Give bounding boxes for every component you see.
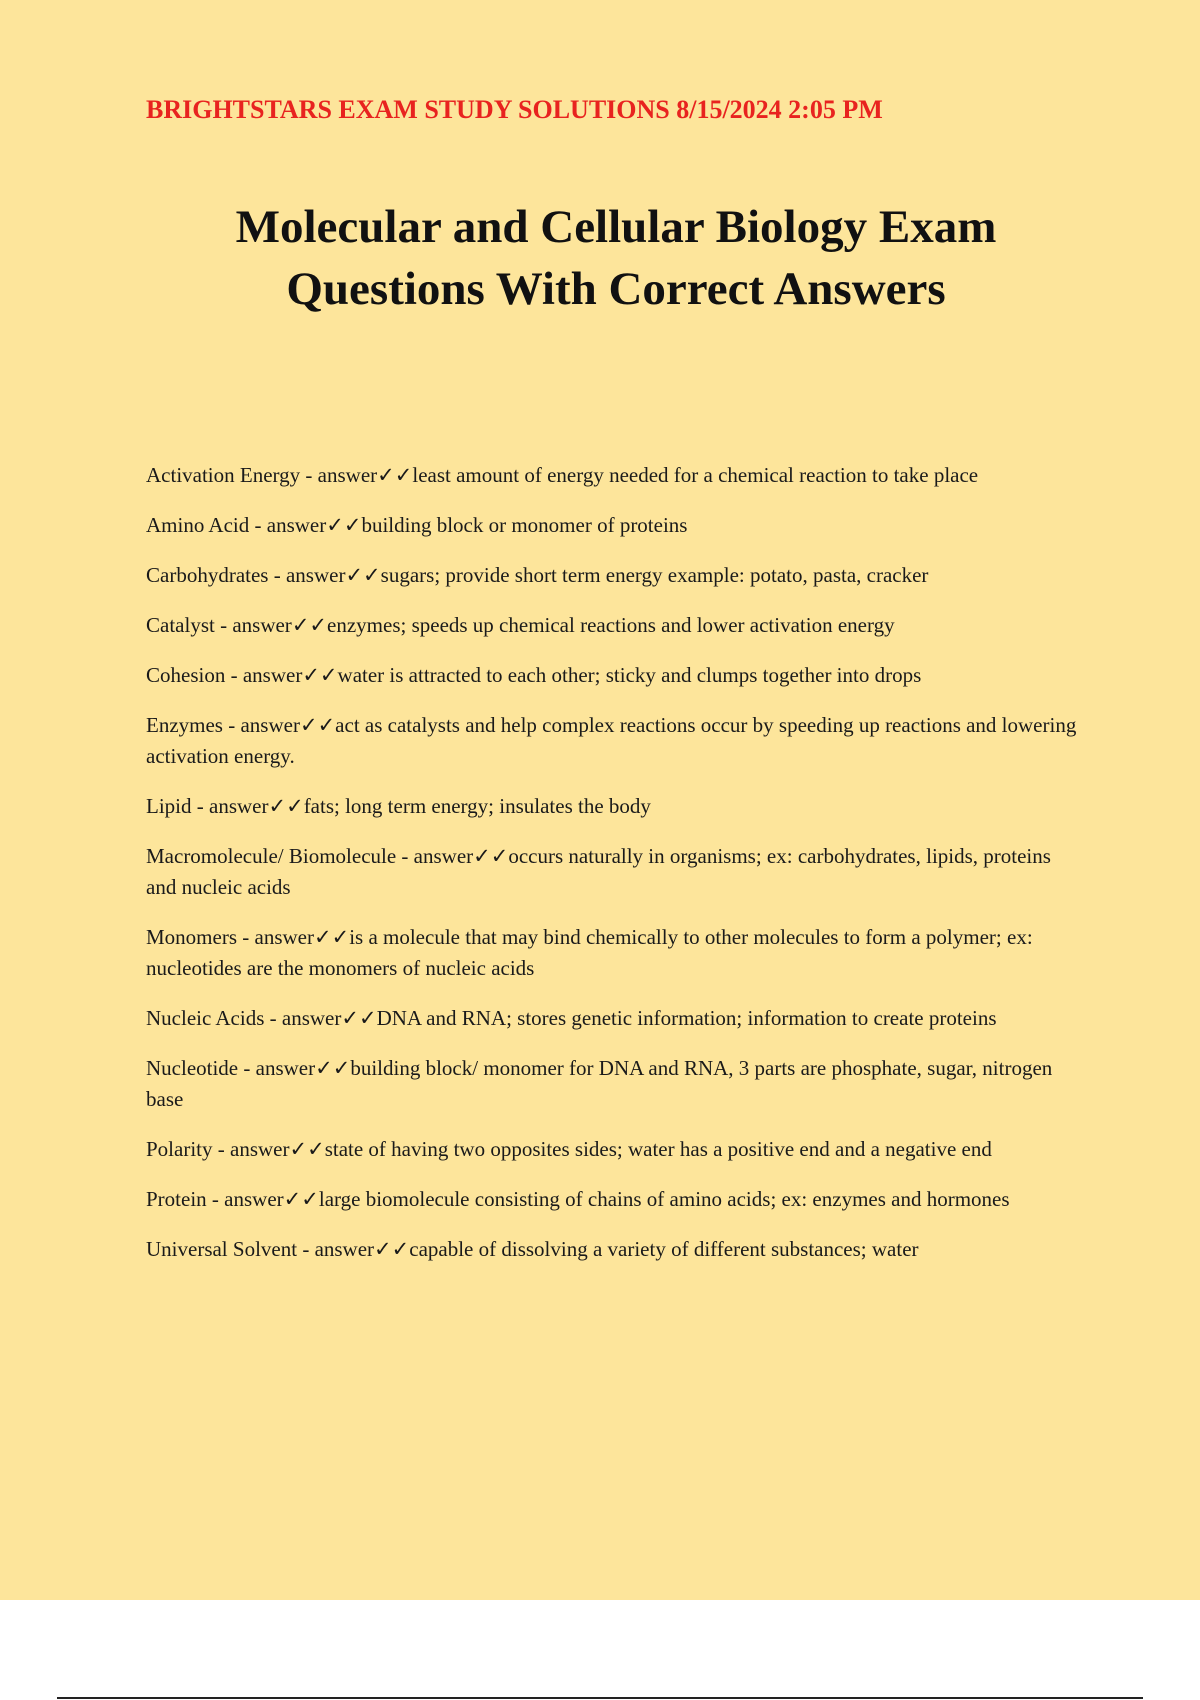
qa-answer-label: answer [314,1237,375,1261]
qa-separator: - [249,513,267,537]
qa-separator: - [222,713,241,737]
qa-answer: building block/ monomer for DNA and RNA, 3 parts are phosphate, sugar, nitrogen base [146,1056,1053,1111]
qa-separator: - [206,1187,225,1211]
qa-answer-label: answer [209,794,269,818]
qa-separator: - [212,1137,230,1161]
double-check-icon: ✓✓ [326,513,362,537]
qa-answer: capable of dissolving a variety of different substances; water [409,1237,919,1261]
qa-item [146,1053,1086,1115]
qa-term: Polarity [146,1137,213,1161]
qa-separator: - [214,613,233,637]
qa-answer: occurs naturally in organisms; ex: carbohydrates, lipids, proteins and nucleic acids [146,844,1051,899]
qa-answer-label: answer [317,463,378,487]
qa-answer: is a molecule that may bind chemically to other molecules to form a polymer; ex: nucleotides are the monomers of nucleic acids [146,925,1033,980]
double-check-icon: ✓✓ [315,1056,351,1080]
qa-separator: - [268,563,286,587]
double-check-icon: ✓✓ [283,1187,319,1211]
qa-item [146,660,1086,691]
qa-answer-label: answer [285,563,346,587]
qa-answer: least amount of energy needed for a chemical reaction to take place [412,463,979,487]
footer-divider [57,1697,1143,1699]
qa-answer-label: answer [281,1006,342,1030]
qa-item [146,1134,1086,1165]
qa-answer: state of having two opposites sides; water has a positive end and a negative end [324,1137,992,1161]
qa-separator: - [191,794,209,818]
qa-answer: water is attracted to each other; sticky and clumps together into drops [337,663,922,687]
qa-separator: - [238,1056,256,1080]
double-check-icon: ✓✓ [302,663,338,687]
qa-answer: building block or monomer of proteins [361,513,688,537]
qa-answer-label: answer [255,1056,316,1080]
qa-item [146,610,1086,641]
double-check-icon: ✓✓ [291,613,328,637]
qa-item [146,710,1086,772]
page-title [100,196,1132,320]
qa-item [146,1234,1086,1265]
qa-answer-label: answer [266,513,327,537]
double-check-icon: ✓✓ [299,713,336,737]
qa-answer: DNA and RNA; stores genetic information; information to create proteins [376,1006,997,1030]
page-title-line-2: Questions With Correct Answers [286,263,946,315]
header-banner: BRIGHTSTARS EXAM STUDY SOLUTIONS 8/15/2024 2:05 PM [146,95,883,124]
double-check-icon: ✓✓ [377,463,413,487]
qa-term: Cohesion [146,663,226,687]
qa-answer: large biomolecule consisting of chains of amino acids; ex: enzymes and hormones [318,1187,1010,1211]
qa-answer-label: answer [254,925,314,949]
qa-answer-label: answer [413,844,474,868]
double-check-icon: ✓✓ [313,925,350,949]
double-check-icon: ✓✓ [268,794,304,818]
qa-separator: - [300,463,318,487]
qa-term: Amino Acid [146,513,250,537]
double-check-icon: ✓✓ [289,1137,325,1161]
qa-item [146,1184,1086,1215]
double-check-icon: ✓✓ [473,844,509,868]
qa-answer: sugars; provide short term energy example: potato, pasta, cracker [380,563,929,587]
double-check-icon: ✓✓ [341,1006,377,1030]
qa-item [146,460,1086,491]
qa-term: Enzymes [146,713,223,737]
qa-answer-label: answer [230,1137,290,1161]
qa-separator: - [225,663,243,687]
qa-item [146,560,1086,591]
qa-term: Universal Solvent [146,1237,298,1261]
qa-item [146,510,1086,541]
qa-item [146,841,1086,903]
double-check-icon: ✓✓ [345,563,381,587]
qa-item [146,791,1086,822]
qa-separator: - [264,1006,282,1030]
qa-item [146,1003,1086,1034]
page-title-line-1: Molecular and Cellular Biology Exam [235,201,997,253]
qa-separator: - [396,844,414,868]
qa-answer: enzymes; speeds up chemical reactions and lower activation energy [327,613,895,637]
qa-list [146,460,1086,1284]
qa-term: Nucleotide [146,1056,239,1080]
qa-answer-label: answer [224,1187,284,1211]
qa-answer: fats; long term energy; insulates the body [303,794,651,818]
qa-answer-label: answer [232,613,292,637]
qa-term: Protein [146,1187,207,1211]
qa-term: Macromolecule/ Biomolecule [146,844,397,868]
qa-answer-label: answer [240,713,300,737]
qa-separator: - [297,1237,315,1261]
double-check-icon: ✓✓ [374,1237,410,1261]
qa-term: Carbohydrates [146,563,269,587]
qa-term: Monomers [146,925,237,949]
qa-term: Activation Energy [146,463,301,487]
qa-term: Catalyst [146,613,215,637]
qa-term: Nucleic Acids [146,1006,265,1030]
qa-item [146,922,1086,984]
qa-term: Lipid [146,794,192,818]
qa-answer: act as catalysts and help complex reactions occur by speeding up reactions and lowering activation energy. [146,713,1077,768]
qa-answer-label: answer [242,663,303,687]
qa-separator: - [237,925,255,949]
